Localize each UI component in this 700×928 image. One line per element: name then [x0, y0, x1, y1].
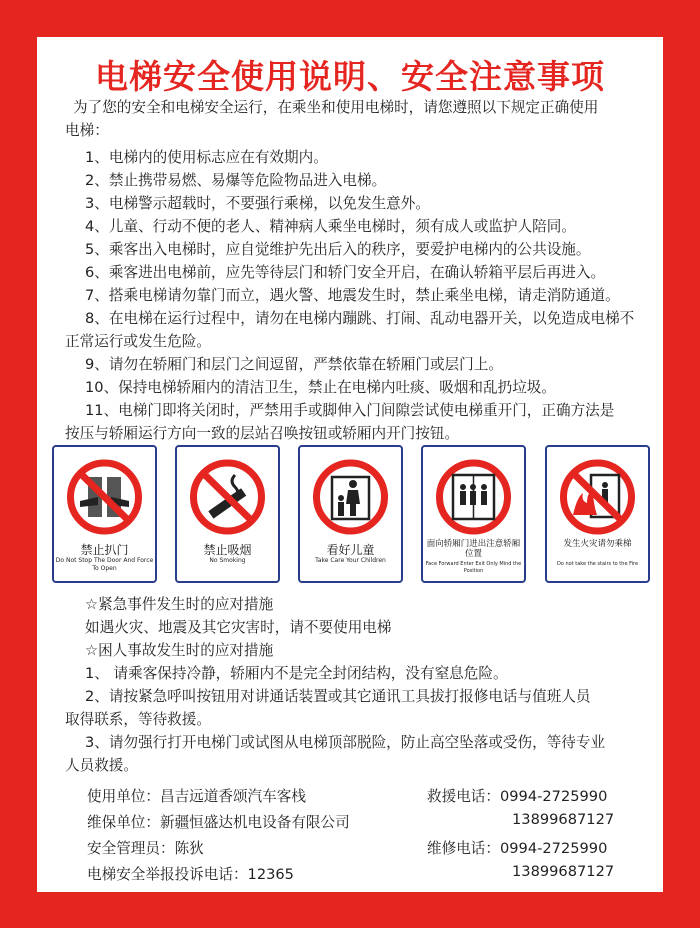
sign-en-label: Take Care Your Children — [315, 557, 386, 564]
rule-7: 7、搭乘电梯请勿靠门而立，遇火警、地震发生时，禁止乘坐电梯，请走消防通道。 — [85, 287, 620, 304]
intro-line-2: 电梯： — [65, 122, 109, 139]
sign-no-prying — [52, 445, 157, 583]
no-prying-door-icon — [62, 457, 147, 542]
face-door-icon — [431, 457, 516, 542]
no-smoking-icon — [185, 457, 270, 542]
maint-unit: 维保单位：新疆恒盛达机电设备有限公司 — [87, 814, 350, 831]
sign-watch-children — [298, 445, 403, 583]
watch-children-icon — [308, 457, 393, 542]
rule-11: 11、电梯门即将关闭时，严禁用手或脚伸入门间隙尝试使电梯重开门，正确方法是 — [85, 402, 615, 419]
sign-no-smoking — [175, 445, 280, 583]
sign-en-label: Face Forward Enter Exit Only Mind the Position — [425, 561, 522, 574]
rule-1: 1、电梯内的使用标志应在有效期内。 — [85, 149, 328, 166]
complaint-phone: 电梯安全举报投诉电话：12365 — [87, 866, 294, 883]
intro-line-1: 为了您的安全和电梯安全运行，在乘坐和使用电梯时，请您遵照以下规定正确使用 — [73, 99, 599, 116]
safety-manager: 安全管理员：陈狄 — [87, 840, 204, 857]
rule-10: 10、保持电梯轿厢内的清洁卫生，禁止在电梯内吐痰、吸烟和乱扔垃圾。 — [85, 379, 556, 396]
trapped-step-1: 1、 请乘客保持冷静，轿厢内不是完全封闭结构，没有窒息危险。 — [85, 665, 508, 682]
rule-5: 5、乘客出入电梯时，应自觉维护先出后入的秩序，要爱护电梯内的公共设施。 — [85, 241, 591, 258]
rule-11-cont: 按压与轿厢运行方向一致的层站召唤按钮或轿厢内开门按钮。 — [65, 425, 460, 442]
sign-cn-label: 看好儿童 — [326, 543, 375, 557]
sign-face-door — [421, 445, 526, 583]
repair-phone: 维修电话：0994-2725990 — [427, 840, 608, 857]
rescue-phone: 救援电话：0994-2725990 — [427, 788, 608, 805]
trapped-step-3: 3、请勿强行打开电梯门或试图从电梯顶部脱险，防止高空坠落或受伤，等待专业 — [85, 734, 606, 751]
sign-cn-label: 禁止扒门 — [80, 543, 129, 557]
notice-sheet — [37, 37, 663, 892]
trapped-step-3-cont: 人员救援。 — [65, 757, 138, 774]
page-title: 电梯安全使用说明、安全注意事项 — [95, 57, 605, 96]
safety-signs — [52, 445, 650, 583]
sign-en-label: Do not take the stairs to the Fire — [556, 561, 639, 567]
rule-6: 6、乘客进出电梯前，应先等待层门和轿门安全开启，在确认轿箱平层后再进入。 — [85, 264, 606, 281]
rule-2: 2、禁止携带易燃、易爆等危险物品进入电梯。 — [85, 172, 387, 189]
emergency-heading: ☆紧急事件发生时的应对措施 — [85, 596, 274, 613]
trapped-heading: ☆困人事故发生时的应对措施 — [85, 642, 274, 659]
trapped-step-2-cont: 取得联系，等待救援。 — [65, 711, 211, 728]
no-elevator-fire-icon — [555, 457, 640, 542]
rescue-phone-2: 13899687127 — [512, 811, 615, 828]
sign-cn-label: 面向轿厢门进出注意轿厢位置 — [426, 539, 521, 559]
emergency-text: 如遇火灾、地震及其它灾害时，请不要使用电梯 — [85, 619, 392, 636]
rule-4: 4、儿童、行动不便的老人、精神病人乘坐电梯时，须有成人或监护人陪同。 — [85, 218, 576, 235]
rule-8-cont: 正常运行或发生危险。 — [65, 333, 211, 350]
sign-en-label: Do Not Stop The Door And Force To Open — [55, 557, 154, 572]
user-unit: 使用单位：昌吉远道香颂汽车客栈 — [87, 788, 306, 805]
sign-cn-label: 禁止吸烟 — [203, 543, 252, 557]
trapped-step-2: 2、请按紧急呼叫按钮用对讲通话装置或其它通讯工具拔打报修电话与值班人员 — [85, 688, 591, 705]
sign-en-label: No Smoking — [209, 557, 246, 564]
rule-3: 3、电梯警示超载时，不要强行乘梯，以免发生意外。 — [85, 195, 430, 212]
rule-9: 9、请勿在轿厢门和层门之间逗留，严禁依靠在轿厢门或层门上。 — [85, 356, 503, 373]
repair-phone-2: 13899687127 — [512, 863, 615, 880]
sign-cn-label: 发生火灾请勿乘梯 — [563, 539, 632, 549]
sign-no-elevator-fire — [545, 445, 650, 583]
rule-8: 8、在电梯在运行过程中，请勿在电梯内蹦跳、打闹、乱动电器开关，以免造成电梯不 — [85, 310, 635, 327]
